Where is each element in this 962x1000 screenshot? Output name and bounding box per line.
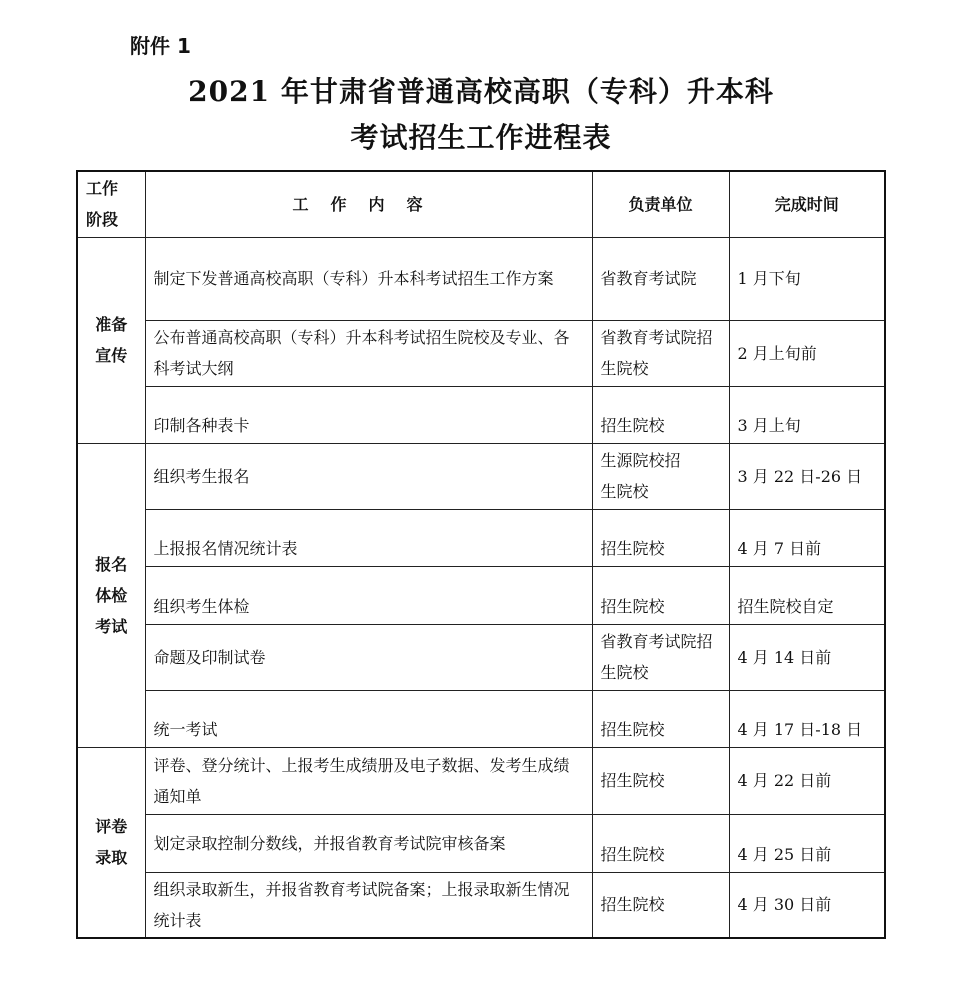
content-cell: 组织考生报名 xyxy=(145,443,592,509)
table-row xyxy=(77,747,885,814)
table-row xyxy=(77,443,885,509)
content-cell: 组织考生体检 xyxy=(145,566,592,624)
attachment-label: 附件 1 xyxy=(130,34,191,58)
unit-cell: 招生院校 xyxy=(592,872,729,938)
table-row xyxy=(77,814,885,872)
unit-cell: 招生院校 xyxy=(592,386,729,443)
table-header-row xyxy=(77,171,885,237)
time-cell: 4 月 7 日前 xyxy=(729,509,885,566)
time-cell: 4 月 17 日-18 日 xyxy=(729,690,885,747)
header-stage: 工作阶段 xyxy=(77,171,145,237)
table-row xyxy=(77,690,885,747)
table-row xyxy=(77,566,885,624)
content-cell: 组织录取新生，并报省教育考试院备案；上报录取新生情况统计表 xyxy=(145,872,592,938)
unit-cell: 招生院校 xyxy=(592,509,729,566)
content-cell: 评卷、登分统计、上报考生成绩册及电子数据、发考生成绩通知单 xyxy=(145,747,592,814)
unit-cell: 省教育考试院招生院校 xyxy=(592,320,729,386)
stage-cell: 报名体检考试 xyxy=(77,443,145,747)
table-row xyxy=(77,509,885,566)
table-row xyxy=(77,872,885,938)
unit-cell: 招生院校 xyxy=(592,690,729,747)
header-unit: 负责单位 xyxy=(592,171,729,237)
time-cell: 1 月下旬 xyxy=(729,237,885,320)
unit-cell: 生源院校招生院校 xyxy=(592,443,729,509)
time-cell: 3 月上旬 xyxy=(729,386,885,443)
unit-cell: 省教育考试院 xyxy=(592,237,729,320)
content-cell: 印制各种表卡 xyxy=(145,386,592,443)
header-time: 完成时间 xyxy=(729,171,885,237)
time-cell: 4 月 14 日前 xyxy=(729,624,885,690)
time-cell: 3 月 22 日-26 日 xyxy=(729,443,885,509)
document-title-line-2: 考试招生工作进程表 xyxy=(350,121,612,154)
table-row xyxy=(77,386,885,443)
unit-cell: 招生院校 xyxy=(592,814,729,872)
content-cell: 命题及印制试卷 xyxy=(145,624,592,690)
stage-cell: 评卷录取 xyxy=(77,747,145,938)
table-row xyxy=(77,237,885,320)
time-cell: 4 月 22 日前 xyxy=(729,747,885,814)
content-cell: 统一考试 xyxy=(145,690,592,747)
content-cell: 公布普通高校高职（专科）升本科考试招生院校及专业、各科考试大纲 xyxy=(145,320,592,386)
stage-cell: 准备宣传 xyxy=(77,237,145,443)
unit-cell: 招生院校 xyxy=(592,566,729,624)
time-cell: 4 月 30 日前 xyxy=(729,872,885,938)
table-row xyxy=(77,624,885,690)
table-row xyxy=(77,320,885,386)
schedule-table xyxy=(76,170,886,939)
time-cell: 2 月上旬前 xyxy=(729,320,885,386)
content-cell: 上报报名情况统计表 xyxy=(145,509,592,566)
time-cell: 招生院校自定 xyxy=(729,566,885,624)
header-content: 工作内容 xyxy=(145,171,592,237)
unit-cell: 招生院校 xyxy=(592,747,729,814)
time-cell: 4 月 25 日前 xyxy=(729,814,885,872)
content-cell: 制定下发普通高校高职（专科）升本科考试招生工作方案 xyxy=(145,237,592,320)
content-cell: 划定录取控制分数线，并报省教育考试院审核备案 xyxy=(145,814,592,872)
document-title-line-1: 2021 年甘肃省普通高校高职（专科）升本科 xyxy=(188,75,774,108)
unit-cell: 省教育考试院招生院校 xyxy=(592,624,729,690)
